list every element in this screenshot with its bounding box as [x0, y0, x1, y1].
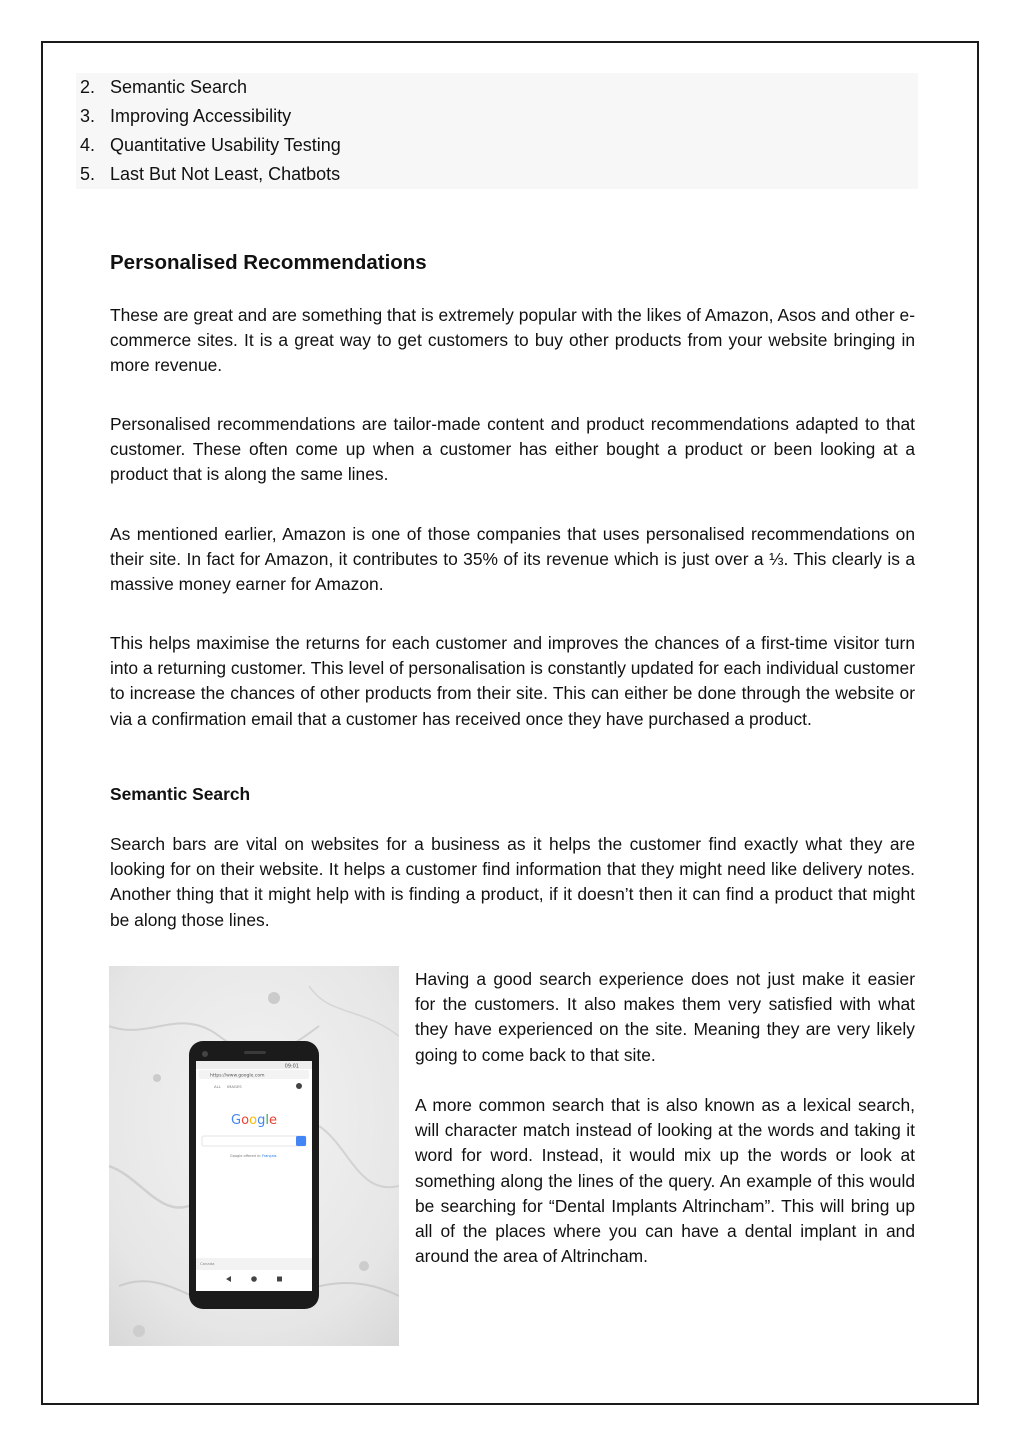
offered-in-text: Google offered in:	[230, 1154, 262, 1158]
toc-item-label: Quantitative Usability Testing	[110, 135, 341, 155]
recents-icon	[277, 1277, 282, 1282]
toc-item-label: Semantic Search	[110, 77, 248, 97]
toc-item-number: 2.	[80, 77, 96, 97]
subsection-heading: Semantic Search	[110, 784, 251, 804]
tab-images: IMAGES	[227, 1084, 242, 1089]
section-heading: Personalised Recommendations	[110, 251, 427, 274]
paragraph: Having a good search experience does not just make it easier for the customers. It also makes them very satisfied with what they have experienced on the site. Meaning they are very likely going to come back to that site.	[415, 969, 915, 1065]
camera-icon	[202, 1051, 208, 1057]
table-of-contents	[76, 73, 918, 189]
paragraph: This helps maximise the returns for each customer and improves the chances of a first-time visitor turn into a returning customer. This level of personalisation is constantly updated for each individual customer to increase the chances of other products from their site. This can either be done through the website or via a confirmation email that a customer has received once they have purchased a product.	[110, 633, 915, 729]
tab-all: ALL	[214, 1084, 221, 1089]
google-logo: Google	[231, 1113, 277, 1128]
home-icon	[251, 1276, 257, 1282]
toc-item-number: 5.	[80, 164, 96, 184]
address-bar-url: https://www.google.com	[210, 1073, 265, 1079]
search-button	[296, 1136, 306, 1146]
phone-screen	[196, 1061, 312, 1291]
footer-text: Canada	[200, 1261, 215, 1266]
paragraph: Search bars are vital on websites for a business as it helps the customer find exactly what they are looking for on their website. It helps a customer find information that they might need like delivery notes. Another thing that it might help with is finding a product, if it doesn’t then it can find a product that might be along those lines.	[110, 834, 915, 930]
paragraph: These are great and are something that is extremely popular with the likes of Amazon, Asos and other e-commerce sites. It is a great way to get customers to buy other products from your website bringing in more revenue.	[110, 305, 915, 376]
toc-item-number: 3.	[80, 106, 96, 126]
phone-photo-illustration	[109, 966, 399, 1346]
phone-photo	[109, 966, 399, 1346]
paragraph: Personalised recommendations are tailor-made content and product recommendations adapted to that customer. These often come up when a customer has either bought a product or been looking at a product that is along the same lines.	[110, 414, 915, 485]
offered-in-language: Français	[262, 1154, 277, 1158]
paragraph: A more common search that is also known as a lexical search, will character match instead of looking at the words and taking it word for word. Instead, it would mix up the words or look at something along the lines of the query. An example of this would be searching for “Dental Implants Altrincham”. This will bring up all of the places where you can have a dental implant in and around the area of Altrincham.	[415, 1095, 915, 1267]
search-bar	[202, 1136, 306, 1146]
toc-item-number: 4.	[80, 135, 96, 155]
toc-item-label: Improving Accessibility	[110, 106, 292, 126]
status-time: 09:01	[284, 1063, 299, 1070]
paragraph: As mentioned earlier, Amazon is one of those companies that uses personalised recommendations on their site. In fact for Amazon, it contributes to 35% of its revenue which is just over a ⅓. This clearly is a massive money earner for Amazon.	[110, 524, 915, 595]
toc-item-label: Last But Not Least, Chatbots	[110, 164, 341, 184]
avatar	[296, 1083, 302, 1089]
